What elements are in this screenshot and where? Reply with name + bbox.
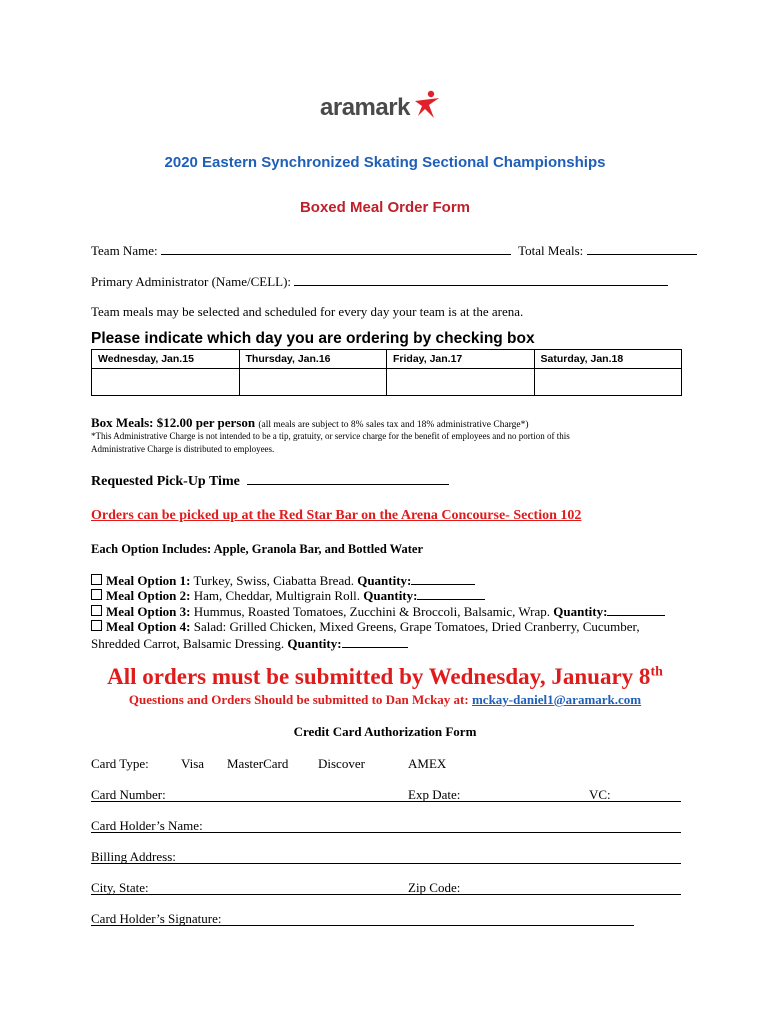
pickup-location: Orders can be picked up at the Red Star Bar on the Arena Concourse- Section 102 [91,508,582,523]
meal-option-2-checkbox[interactable] [91,589,102,600]
total-meals-field[interactable] [587,242,697,255]
city-state-row[interactable] [91,880,681,895]
meal-option-desc: Hummus, Roasted Tomatoes, Zucchini & Broccoli, Balsamic, Wrap. [193,604,550,619]
day-checkbox-thu[interactable] [239,369,387,396]
questions-line [0,692,770,708]
primary-admin-row [91,273,668,290]
meal-option-4-qty-field[interactable] [342,635,408,648]
form-title: Boxed Meal Order Form [299,199,471,216]
holder-name-row[interactable] [91,818,681,833]
meal-option-label: Meal Option 3: [106,604,191,619]
meal-option-2-qty-field[interactable] [417,587,485,600]
days-heading: Please indicate which day you are ordering by checking box [91,330,535,347]
exp-date-label: Exp Date: [408,787,461,802]
box-meals-price [91,415,529,431]
cc-heading: Credit Card Authorization Form [293,724,477,739]
aramark-logo [320,94,442,122]
meal-option-3-checkbox[interactable] [91,605,102,616]
card-type-label: Card Type: [91,756,149,771]
card-type-row [91,756,691,772]
meal-option-4-cont [91,635,408,652]
day-checkbox-wed[interactable] [92,369,240,396]
meal-option-label: Meal Option 1: [106,573,191,588]
card-type-visa[interactable]: Visa [181,756,205,771]
card-type-mastercard[interactable]: MasterCard [227,756,289,771]
admin-note-line-2: Administrative Charge is distributed to employees. [91,444,275,454]
box-meals-label: Box Meals: $12.00 per person [91,415,256,430]
team-name-row [91,242,697,259]
admin-note-line-1: *This Administrative Charge is not intended to be a tip, gratuity, or service charge for the benefit of employees and no portion of this [91,431,570,441]
meal-option-desc: Shredded Carrot, Balsamic Dressing. [91,636,285,651]
deadline-text: All orders must be submitted by Wednesday, January 8 [107,664,651,689]
option-includes: Each Option Includes: Apple, Granola Bar, and Bottled Water [91,542,423,556]
meal-option-desc: Turkey, Swiss, Ciabatta Bread. [193,573,354,588]
meal-option-qty-label: Quantity: [287,636,342,651]
team-name-field[interactable] [161,242,511,255]
logo-text: aramark [320,94,410,121]
day-checkbox-sat[interactable] [534,369,682,396]
days-table [91,349,682,396]
meal-option-4-checkbox[interactable] [91,620,102,631]
city-state-label: City, State: [91,880,149,895]
meal-option-desc: Salad: Grilled Chicken, Mixed Greens, Grape Tomatoes, Dried Cranberry, Cucumber, [193,619,640,634]
event-title: 2020 Eastern Synchronized Skating Sectional Championships [164,154,606,171]
box-meals-note: (all meals are subject to 8% sales tax and 18% administrative Charge*) [258,420,529,430]
contact-email-link[interactable]: mckay-daniel1@aramark.com [471,692,642,707]
day-header: Wednesday, Jan.15 [92,350,240,369]
deadline-sup: th [650,664,663,680]
day-header: Friday, Jan.17 [387,350,535,369]
deadline-heading [0,664,770,690]
card-type-amex[interactable]: AMEX [408,756,447,771]
day-header: Saturday, Jan.18 [534,350,682,369]
zip-code-label: Zip Code: [408,880,461,895]
meal-option-qty-label: Quantity: [357,573,412,588]
card-number-row[interactable] [91,787,681,802]
pickup-time-row [91,472,449,490]
star-person-icon [412,89,442,121]
day-header: Thursday, Jan.16 [239,350,387,369]
vc-label: VC: [589,787,611,802]
meal-option-qty-label: Quantity: [363,588,418,603]
meal-option-desc: Ham, Cheddar, Multigrain Roll. [193,588,361,603]
meal-option-4 [91,619,640,635]
meal-option-1-qty-field[interactable] [411,572,475,585]
meal-option-qty-label: Quantity: [553,604,608,619]
signature-row[interactable] [91,911,634,926]
primary-admin-field[interactable] [294,273,668,286]
total-meals-label: Total Meals: [518,243,584,258]
meal-option-1-checkbox[interactable] [91,574,102,585]
day-checkbox-fri[interactable] [387,369,535,396]
meal-option-3-qty-field[interactable] [607,603,665,616]
meal-option-3 [91,603,665,620]
pickup-time-label: Requested Pick-Up Time [91,474,240,489]
admin-charge-note [91,430,570,456]
pickup-time-field[interactable] [247,472,449,485]
team-name-label: Team Name: [91,243,158,258]
holder-name-label: Card Holder’s Name: [91,818,203,833]
billing-address-label: Billing Address: [91,849,176,864]
meal-option-label: Meal Option 4: [106,619,191,634]
primary-admin-label: Primary Administrator (Name/CELL): [91,274,292,289]
meal-option-label: Meal Option 2: [106,588,191,603]
questions-text: Questions and Orders Should be submitted to Dan Mckay at: [128,692,469,707]
card-number-label: Card Number: [91,787,166,802]
card-type-discover[interactable]: Discover [318,756,365,771]
billing-address-row[interactable] [91,849,681,864]
meal-option-2 [91,587,485,604]
team-meals-note: Team meals may be selected and scheduled for every day your team is at the arena. [91,304,524,319]
signature-label: Card Holder’s Signature: [91,911,222,926]
